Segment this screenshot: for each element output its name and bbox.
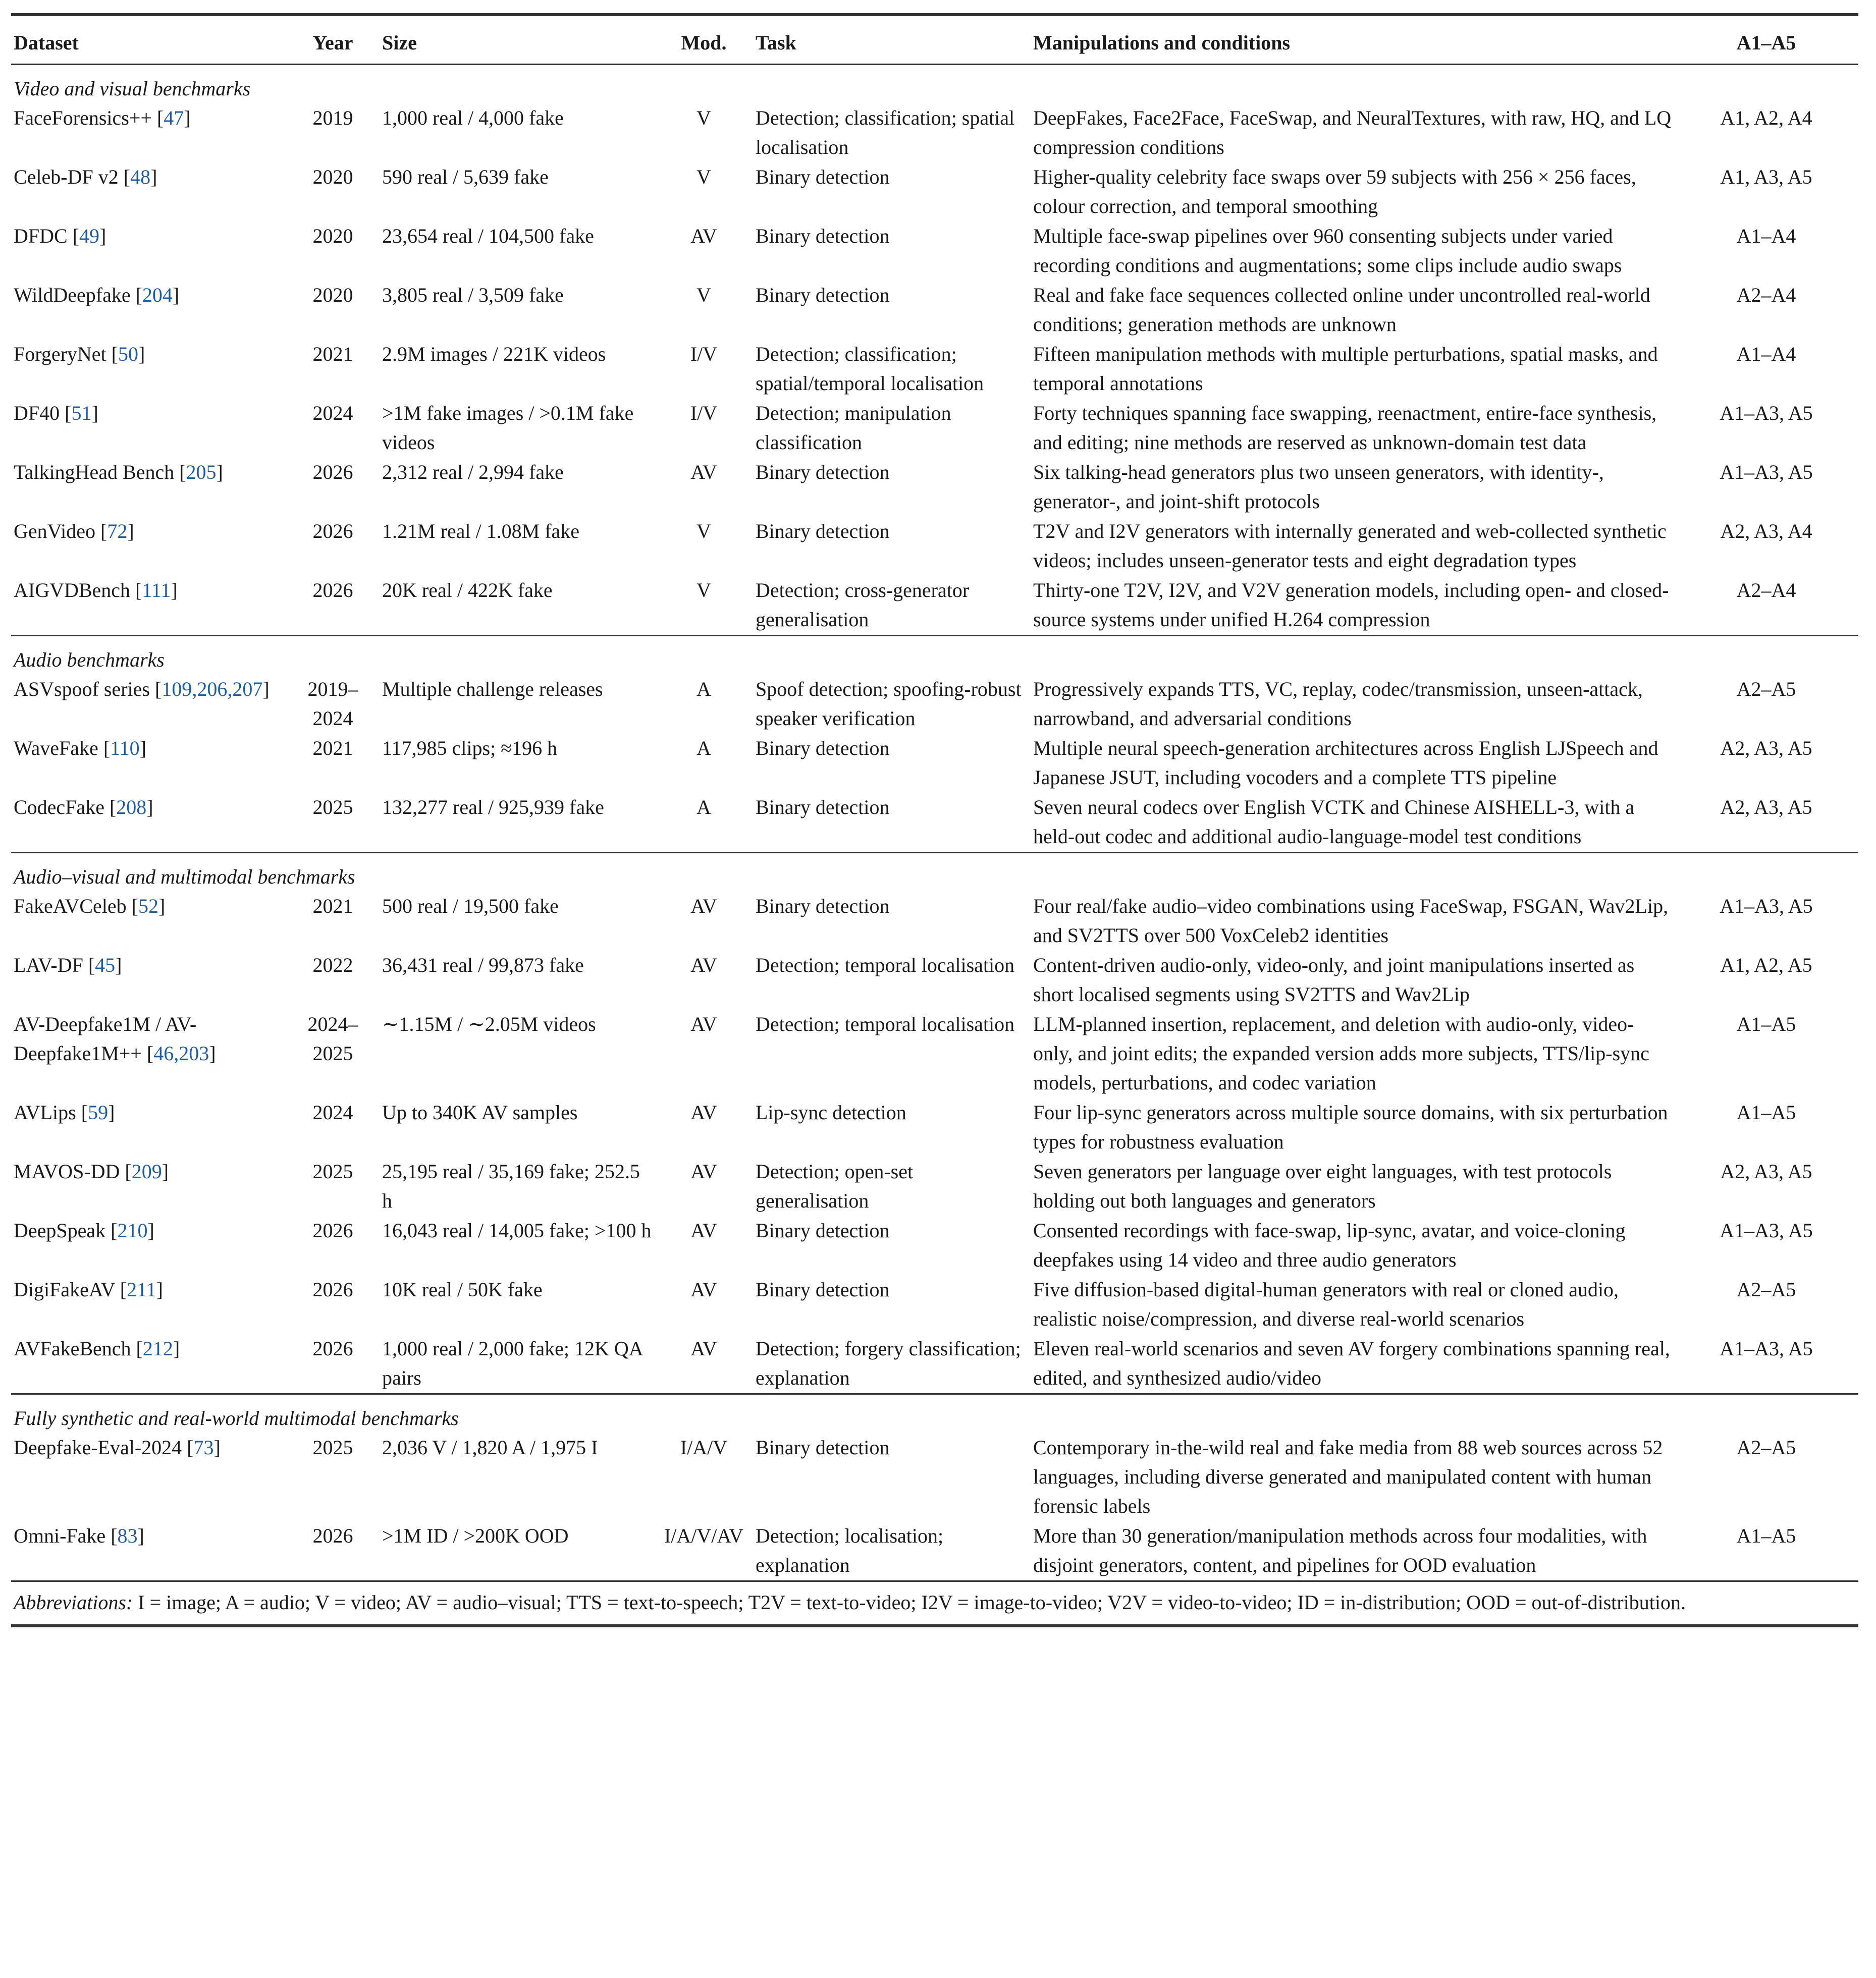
header-size: Size [382,31,417,54]
cell-manipulations: Eleven real-world scenarios and seven AV forgery combinations spanning real, edited, and synthesized audio/video [1033,1337,1670,1389]
cell-dataset [11,793,286,853]
table-row [11,340,1858,399]
cell-task: Binary detection [756,895,890,917]
cell-modality: I/V [690,402,718,424]
cell-attributes: A2–A4 [1736,579,1796,601]
cell-size: 132,277 real / 925,939 fake [382,796,604,818]
cell-year: 2019 [312,106,353,129]
cell-year: 2021 [312,737,353,759]
cell-year: 2026 [312,1278,353,1301]
dataset-name: CodecFake [ [14,796,117,818]
cell-dataset [11,1157,286,1216]
citation-link[interactable]: 210 [117,1219,148,1242]
cell-attributes: A1–A5 [1736,1524,1796,1547]
citation-link[interactable]: 46,203 [153,1042,209,1065]
cell-task: Binary detection [756,1219,890,1242]
section-title: Audio benchmarks [14,648,165,671]
dataset-name: AV-Deepfake1M / AV-Deepfake1M++ [ [14,1013,197,1065]
citation-close: ] [209,1042,216,1065]
dataset-name: AVLips [ [14,1101,88,1124]
citation-link[interactable]: 47 [164,106,184,129]
cell-year: 2025 [312,1436,353,1459]
cell-year: 2026 [312,1219,353,1242]
section-title-row [11,65,1858,104]
dataset-name: ASVspoof series [ [14,678,162,700]
cell-size: Multiple challenge releases [382,678,603,700]
cell-attributes: A1, A2, A5 [1720,954,1812,976]
cell-year: 2025 [312,1160,353,1183]
cell-manipulations: Content-driven audio-only, video-only, and joint manipulations inserted as short localised segments using SV2TTS and Wav2Lip [1033,954,1635,1006]
cell-attributes: A1–A4 [1736,343,1796,365]
dataset-name: DigiFakeAV [ [14,1278,127,1301]
cell-year: 2021 [312,343,353,365]
cell-dataset [11,1433,286,1521]
cell-size: 500 real / 19,500 fake [382,895,559,917]
cell-task: Binary detection [756,225,890,247]
cell-dataset [11,162,286,222]
section-title: Audio–visual and multimodal benchmarks [14,865,355,888]
table-row [11,1275,1858,1334]
citation-link[interactable]: 111 [142,579,171,601]
citation-close: ] [184,106,191,129]
cell-task: Binary detection [756,284,890,306]
cell-task: Spoof detection; spoofing-robust speaker verification [756,678,1022,730]
dataset-name: DF40 [ [14,402,72,424]
cell-manipulations: Four real/fake audio–video combinations using FaceSwap, FSGAN, Wav2Lip, and SV2TTS over 500 VoxCeleb2 identities [1033,895,1669,947]
cell-year: 2026 [312,461,353,483]
citation-close: ] [146,796,153,818]
citation-link[interactable]: 211 [127,1278,156,1301]
section-title: Video and visual benchmarks [14,77,251,100]
table-row [11,675,1858,734]
cell-task: Detection; cross-generator generalisation [756,579,970,631]
dataset-name: MAVOS-DD [ [14,1160,132,1183]
cell-task: Detection; manipulation classification [756,402,951,454]
cell-year: 2022 [312,954,353,976]
table-body [11,65,1858,1581]
citation-close: ] [108,1101,115,1124]
citation-close: ] [137,1524,144,1547]
header-year: Year [312,31,353,54]
dataset-name: AVFakeBench [ [14,1337,143,1360]
cell-size: >1M ID / >200K OOD [382,1524,569,1547]
footnote-row [11,1581,1858,1626]
cell-size: Up to 340K AV samples [382,1101,578,1124]
dataset-name: Celeb-DF v2 [ [14,166,131,188]
cell-task: Detection; forgery classification; explanation [756,1337,1021,1389]
section-title-row [11,1394,1858,1434]
cell-attributes: A1–A4 [1736,225,1796,247]
cell-modality: AV [690,225,717,247]
cell-manipulations: Multiple face-swap pipelines over 960 consenting subjects under varied recording conditions and augmentations; some clips include audio swaps [1033,225,1622,277]
cell-attributes: A1–A3, A5 [1720,1337,1813,1360]
table-row [11,1433,1858,1521]
cell-attributes: A1, A3, A5 [1720,166,1812,188]
cell-attributes: A1–A3, A5 [1720,402,1813,424]
cell-year: 2020 [312,284,353,306]
cell-year: 2026 [312,579,353,601]
citation-link[interactable]: 50 [118,343,138,365]
dataset-name: AIGVDBench [ [14,579,142,601]
header-modality: Mod. [681,31,727,54]
cell-dataset [11,281,286,340]
cell-dataset [11,1521,286,1581]
cell-dataset [11,675,286,734]
cell-manipulations: Forty techniques spanning face swapping, reenactment, entire-face synthesis, and editing; nine methods are reserved as unknown-domain test data [1033,402,1657,454]
citation-link[interactable]: 109,206,207 [162,678,263,700]
cell-task: Lip-sync detection [756,1101,906,1124]
table-row [11,576,1858,636]
citation-link[interactable]: 212 [142,1337,173,1360]
section-title-row [11,636,1858,675]
cell-manipulations: Progressively expands TTS, VC, replay, codec/transmission, unseen-attack, narrowband, and adversarial conditions [1033,678,1643,730]
cell-attributes: A2–A5 [1736,678,1796,700]
table-row [11,1010,1858,1098]
citation-close: ] [158,895,166,917]
cell-dataset [11,340,286,399]
citation-close: ] [127,520,134,542]
citation-link[interactable]: 45 [95,954,116,976]
cell-manipulations: Seven generators per language over eight languages, with test protocols holding out both languages and generators [1033,1160,1612,1212]
cell-task: Binary detection [756,1436,890,1459]
cell-attributes: A2–A4 [1736,284,1796,306]
cell-manipulations: Six talking-head generators plus two unseen generators, with identity-, generator-, and joint-shift protocols [1033,461,1604,513]
cell-size: 20K real / 422K fake [382,579,553,601]
table-row [11,1098,1858,1157]
table-row [11,458,1858,517]
citation-link[interactable]: 51 [71,402,92,424]
cell-task: Detection; temporal localisation [756,1013,1015,1035]
cell-attributes: A2–A5 [1736,1278,1796,1301]
cell-size: 23,654 real / 104,500 fake [382,225,594,247]
table-row [11,103,1858,162]
citation-link[interactable]: 59 [88,1101,109,1124]
cell-size: 2,036 V / 1,820 A / 1,975 I [382,1436,598,1459]
cell-size: 1,000 real / 4,000 fake [382,106,564,129]
cell-modality: I/A/V/AV [664,1524,744,1547]
citation-close: ] [147,1219,154,1242]
dataset-name: Deepfake-Eval-2024 [ [14,1436,194,1459]
table-row [11,734,1858,793]
cell-manipulations: Seven neural codecs over English VCTK and Chinese AISHELL-3, with a held-out codec and additional audio-language-model test conditions [1033,796,1635,848]
citation-close: ] [91,402,98,424]
citation-close: ] [115,954,122,976]
cell-attributes: A1, A2, A4 [1720,106,1812,129]
header-dataset: Dataset [14,31,79,54]
cell-dataset [11,222,286,281]
cell-size: >1M fake images / >0.1M fake videos [382,402,634,454]
cell-attributes: A1–A3, A5 [1720,461,1813,483]
cell-year: 2026 [312,1524,353,1547]
cell-modality: AV [690,1160,717,1183]
cell-manipulations: DeepFakes, Face2Face, FaceSwap, and NeuralTextures, with raw, HQ, and LQ compression conditions [1033,106,1672,158]
dataset-name: LAV-DF [ [14,954,95,976]
cell-task: Detection; localisation; explanation [756,1524,944,1576]
cell-task: Binary detection [756,461,890,483]
cell-task: Detection; open-set generalisation [756,1160,914,1212]
cell-size: 2.9M images / 221K videos [382,343,606,365]
cell-modality: AV [690,1219,717,1242]
citation-close: ] [172,284,180,306]
cell-dataset [11,399,286,458]
cell-attributes: A2, A3, A5 [1720,737,1812,759]
cell-manipulations: T2V and I2V generators with internally generated and web-collected synthetic videos; includes unseen-generator tests and eight degradation types [1033,520,1667,572]
cell-size: 1,000 real / 2,000 fake; 12K QA pairs [382,1337,642,1389]
footnote [11,1581,1858,1626]
cell-modality: I/A/V [680,1436,728,1459]
cell-modality: A [696,737,711,759]
cell-dataset [11,1334,286,1394]
header-attributes: A1–A5 [1736,31,1796,54]
footnote-label: Abbreviations: [14,1591,133,1614]
table-row [11,162,1858,222]
cell-year: 2020 [312,166,353,188]
cell-dataset [11,951,286,1010]
citation-link[interactable]: 49 [79,225,100,247]
cell-attributes: A1–A5 [1736,1013,1796,1035]
cell-size: 2,312 real / 2,994 fake [382,461,564,483]
cell-modality: AV [690,954,717,976]
cell-modality: A [696,796,711,818]
cell-modality: V [696,166,711,188]
cell-task: Detection; classification; spatial/temporal localisation [756,343,984,395]
cell-year: 2021 [312,895,353,917]
dataset-name: ForgeryNet [ [14,343,118,365]
cell-modality: AV [690,461,717,483]
cell-attributes: A2, A3, A5 [1720,796,1812,818]
cell-dataset [11,1010,286,1098]
cell-task: Binary detection [756,166,890,188]
header-manipulations: Manipulations and conditions [1033,31,1291,54]
citation-close: ] [139,737,146,759]
dataset-name: DeepSpeak [ [14,1219,118,1242]
table-row [11,951,1858,1010]
citation-link[interactable]: 73 [193,1436,214,1459]
table-row [11,892,1858,951]
citation-close: ] [138,343,145,365]
dataset-name: DFDC [ [14,225,80,247]
citation-link[interactable]: 72 [107,520,128,542]
cell-manipulations: Fifteen manipulation methods with multiple perturbations, spatial masks, and temporal annotations [1033,343,1658,395]
cell-manipulations: Four lip-sync generators across multiple source domains, with six perturbation types for robustness evaluation [1033,1101,1668,1153]
cell-modality: V [696,520,711,542]
cell-modality: A [696,678,711,700]
citation-link[interactable]: 205 [186,461,217,483]
cell-task: Detection; temporal localisation [756,954,1015,976]
citation-link[interactable]: 209 [131,1160,162,1183]
cell-dataset [11,517,286,576]
cell-manipulations: Five diffusion-based digital-human generators with real or cloned audio, realistic noise/compression, and diverse real-world scenarios [1033,1278,1619,1330]
citation-link[interactable]: 83 [117,1524,138,1547]
cell-attributes: A1–A3, A5 [1720,895,1813,917]
table-row [11,1157,1858,1216]
cell-attributes: A1–A5 [1736,1101,1796,1124]
citation-close: ] [156,1278,163,1301]
cell-attributes: A2, A3, A5 [1720,1160,1812,1183]
cell-dataset [11,734,286,793]
cell-size: 1.21M real / 1.08M fake [382,520,580,542]
cell-dataset [11,1275,286,1334]
citation-close: ] [99,225,106,247]
citation-link[interactable]: 48 [130,166,151,188]
dataset-name: FaceForensics++ [ [14,106,164,129]
citation-close: ] [213,1436,221,1459]
citation-close: ] [216,461,223,483]
table-row [11,793,1858,853]
citation-link[interactable]: 208 [116,796,147,818]
cell-modality: V [696,284,711,306]
benchmark-table [11,13,1858,1627]
cell-dataset [11,892,286,951]
header-task: Task [756,31,796,54]
dataset-name: Omni-Fake [ [14,1524,118,1547]
cell-manipulations: Contemporary in-the-wild real and fake media from 88 web sources across 52 languages, including diverse generated and manipulated content with human forensic labels [1033,1436,1663,1517]
cell-size: 3,805 real / 3,509 fake [382,284,564,306]
cell-size: ∼1.15M / ∼2.05M videos [382,1013,596,1035]
cell-size: 117,985 clips; ≈196 h [382,737,558,759]
cell-size: 16,043 real / 14,005 fake; >100 h [382,1219,652,1242]
cell-year: 2026 [312,1337,353,1360]
cell-modality: V [696,106,711,129]
table-row [11,281,1858,340]
cell-modality: V [696,579,711,601]
dataset-name: TalkingHead Bench [ [14,461,186,483]
cell-size: 25,195 real / 35,169 fake; 252.5 h [382,1160,640,1212]
dataset-name: FakeAVCeleb [ [14,895,138,917]
cell-manipulations: Consented recordings with face-swap, lip-sync, avatar, and voice-cloning deepfakes using 14 video and three audio generators [1033,1219,1626,1271]
cell-task: Binary detection [756,1278,890,1301]
cell-modality: AV [690,1013,717,1035]
cell-size: 590 real / 5,639 fake [382,166,549,188]
citation-close: ] [171,579,178,601]
cell-year: 2020 [312,225,353,247]
cell-manipulations: LLM-planned insertion, replacement, and deletion with audio-only, video-only, and joint edits; the expanded version adds more subjects, TTS/lip-sync models, perturbations, and codec variation [1033,1013,1649,1094]
section-title-row [11,853,1858,892]
cell-dataset [11,1216,286,1275]
dataset-name: GenVideo [ [14,520,108,542]
cell-size: 36,431 real / 99,873 fake [382,954,584,976]
cell-task: Binary detection [756,520,890,542]
citation-link[interactable]: 52 [138,895,158,917]
cell-modality: AV [690,1101,717,1124]
cell-modality: AV [690,895,717,917]
table-row [11,1216,1858,1275]
cell-dataset [11,458,286,517]
citation-link[interactable]: 204 [142,284,173,306]
table-row [11,517,1858,576]
cell-modality: AV [690,1337,717,1360]
citation-close: ] [150,166,157,188]
cell-manipulations: Thirty-one T2V, I2V, and V2V generation models, including open- and closed-source systems under unified H.264 compression [1033,579,1669,631]
cell-attributes: A2–A5 [1736,1436,1796,1459]
cell-manipulations: Higher-quality celebrity face swaps over 59 subjects with 256 × 256 faces, colour correction, and temporal smoothing [1033,166,1636,217]
cell-year: 2024 [312,402,353,424]
dataset-name: WaveFake [ [14,737,111,759]
cell-attributes: A2, A3, A4 [1720,520,1812,542]
citation-link[interactable]: 110 [110,737,140,759]
cell-year: 2019–2024 [307,678,358,730]
cell-size: 10K real / 50K fake [382,1278,543,1301]
cell-year: 2025 [312,796,353,818]
cell-manipulations: Multiple neural speech-generation architectures across English LJSpeech and Japanese JSUT, including vocoders and a complete TTS pipeline [1033,737,1658,789]
cell-manipulations: Real and fake face sequences collected online under uncontrolled real-world conditions; generation methods are unknown [1033,284,1650,336]
header-row [11,15,1858,65]
table-row [11,222,1858,281]
cell-task: Binary detection [756,796,890,818]
cell-dataset [11,1098,286,1157]
table-row [11,1334,1858,1394]
section-title: Fully synthetic and real-world multimodal benchmarks [14,1407,459,1430]
cell-attributes: A1–A3, A5 [1720,1219,1813,1242]
cell-dataset [11,576,286,636]
table-row [11,1521,1858,1581]
cell-modality: I/V [690,343,718,365]
citation-close: ] [262,678,270,700]
cell-task: Binary detection [756,737,890,759]
cell-dataset [11,103,286,162]
citation-close: ] [162,1160,169,1183]
cell-year: 2026 [312,520,353,542]
cell-task: Detection; classification; spatial localisation [756,106,1015,158]
cell-modality: AV [690,1278,717,1301]
cell-manipulations: More than 30 generation/manipulation methods across four modalities, with disjoint generators, content, and pipelines for OOD evaluation [1033,1524,1647,1576]
citation-close: ] [173,1337,180,1360]
cell-year: 2024–2025 [307,1013,358,1065]
dataset-name: WildDeepfake [ [14,284,142,306]
table-row [11,399,1858,458]
cell-year: 2024 [312,1101,353,1124]
footnote-text: I = image; A = audio; V = video; AV = audio–visual; TTS = text-to-speech; T2V = text-to-video; I2V = image-to-video; V2V = video-to-video; ID = in-distribution; OOD = out-of-distribution. [133,1591,1686,1614]
